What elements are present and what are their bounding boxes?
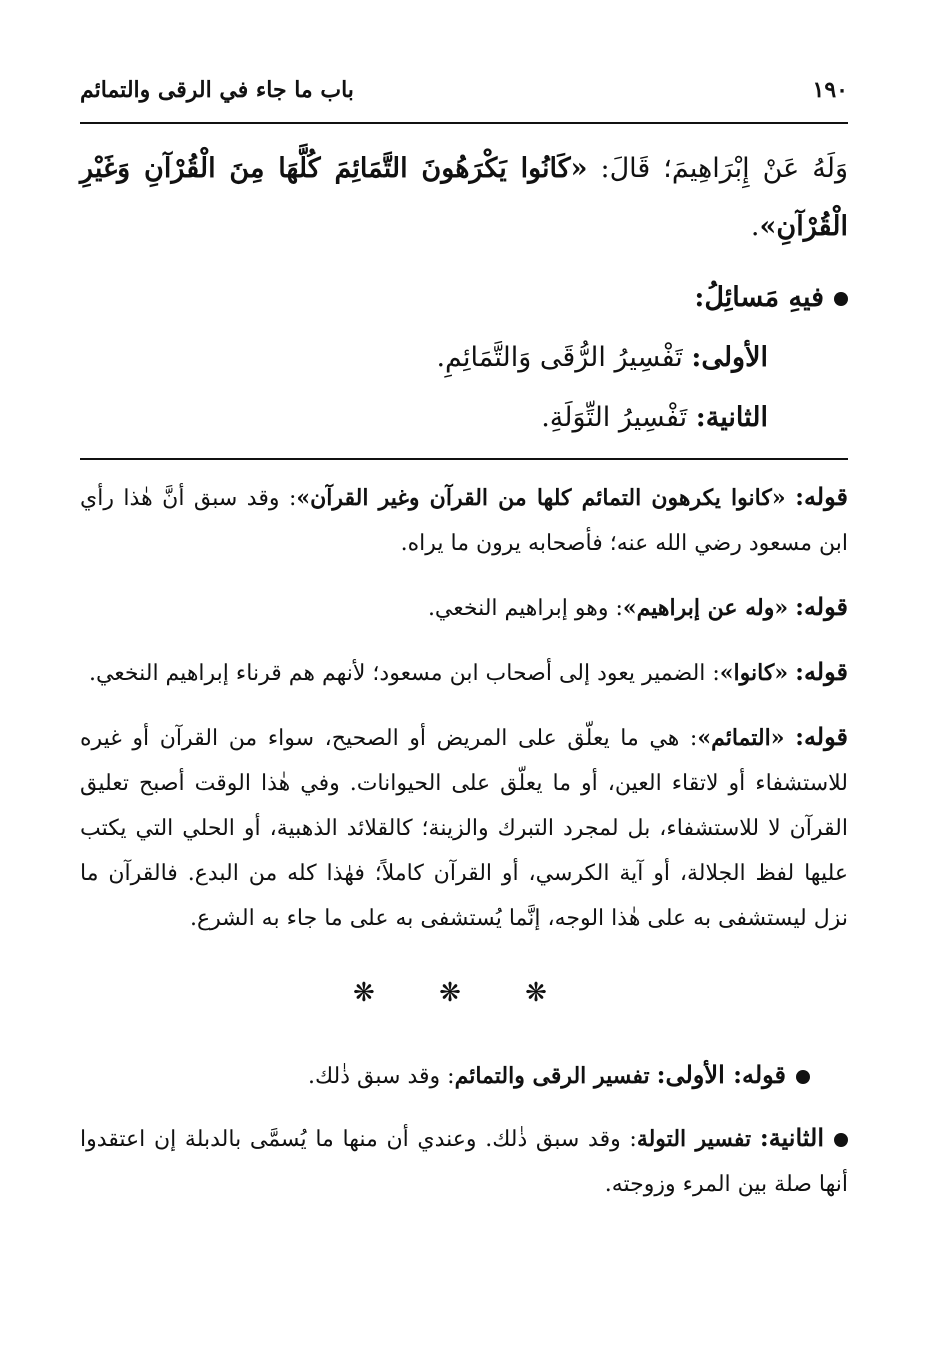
page-number: ١٩٠	[812, 77, 848, 103]
matn-paragraph	[80, 140, 848, 256]
commentary-paragraph	[80, 474, 848, 566]
commentary-section	[80, 474, 848, 1223]
matn-end: .	[750, 211, 760, 242]
commentary-text: : وقد سبق أنَّ هٰذا رأي ابن مسعود رضي الله عنه؛ فأصحابه يرون ما يراه.	[80, 486, 848, 556]
section-separator: ❋ ❋ ❋	[353, 978, 575, 1008]
commentary-paragraph	[80, 584, 848, 631]
commentary-paragraph	[80, 649, 848, 696]
issues-section	[80, 268, 848, 448]
commentary-quote: «التمائم»	[697, 725, 785, 751]
commentary-lead: قوله:	[795, 722, 848, 751]
issue-label: الأولى:	[691, 342, 768, 373]
issue-item-second	[80, 388, 768, 448]
issues-heading: فيهِ مَسائِلُ:	[694, 282, 824, 313]
issue-text: تَفْسِيرُ التِّوَلَةِ.	[541, 402, 688, 433]
commentary-text: : وهو إبراهيم النخعي.	[427, 596, 623, 621]
commentary-lead: قوله:	[795, 592, 848, 621]
bullet-icon	[796, 1070, 810, 1084]
matn-quote: «كَانُوا يَكْرَهُونَ التَّمَائِمَ كُلَّهَا مِنَ الْقُرْآنِ وَغَيْرِ الْقُرْآنِ»	[80, 153, 848, 242]
commentary-text: : الضمير يعود إلى أصحاب ابن مسعود؛ لأنهم هم قرناء إبراهيم النخعي.	[88, 661, 720, 686]
issues-heading-line	[80, 268, 848, 328]
commentary-divider	[80, 458, 848, 460]
commentary-quote: «كانوا يكرهون التمائم كلها من القرآن وغير القرآن»	[296, 485, 786, 511]
issue-text: تَفْسِيرُ الرُّقَى وَالتَّمَائِمِ.	[436, 342, 683, 373]
issue-label: الثانية:	[695, 402, 768, 433]
issue-commentary-lead: قوله: الأولى:	[656, 1060, 786, 1089]
bullet-icon	[834, 1133, 848, 1147]
commentary-lead: قوله:	[795, 482, 848, 511]
issue-commentary-text: : وقد سبق ذٰلك. وعندي أن منها ما يُسمَّى بالدبلة إن اعتقدوا أنها صلة بين المرء وزوجته.	[80, 1127, 848, 1197]
issue-commentary-lead: الثانية:	[759, 1123, 825, 1152]
matn-intro: وَلَهُ عَنْ إِبْرَاهِيمَ؛ قَالَ:	[600, 153, 848, 184]
commentary-quote: «كانوا»	[719, 660, 789, 686]
commentary-quote: «وله عن إبراهيم»	[622, 595, 789, 621]
bullet-icon	[834, 292, 848, 306]
header-divider	[80, 122, 848, 124]
issue-commentary-term: تفسير التولة	[636, 1126, 752, 1152]
commentary-paragraph	[80, 714, 848, 941]
commentary-text: : هي ما يعلّق على المريض أو الصحيح، سواء من القرآن أو غيره للاستشفاء أو لاتقاء العين، أو ما يعلّق على الحيوانات. وفي هٰذا الوقت أصبح تعليق القرآن لا للاستشفاء، بل لمجرد التبرك والزينة؛ كالقلائد الذهبية، أو الحلي التي يكتب عليها لفظ الجلالة، أو آية الكرسي، أو القرآن كاملاً؛ فهٰذا كله من البدع. فالقرآن ما نزل ليستشفى به على هٰذا الوجه، إنَّما يُستشفى به على ما جاء به الشرع.	[80, 726, 848, 931]
issue-commentary-text: : وقد سبق ذٰلك.	[308, 1064, 455, 1089]
issue-commentary-item	[80, 1052, 810, 1099]
issue-item-first	[80, 328, 768, 388]
issue-commentary-term: تفسير الرقى والتمائم	[454, 1063, 650, 1089]
commentary-lead: قوله:	[795, 657, 848, 686]
main-text	[80, 140, 848, 256]
issue-commentary-item	[80, 1115, 848, 1207]
chapter-title: باب ما جاء في الرقى والتمائم	[80, 77, 354, 103]
page-header	[80, 70, 848, 110]
issues-commentary	[80, 1052, 848, 1207]
